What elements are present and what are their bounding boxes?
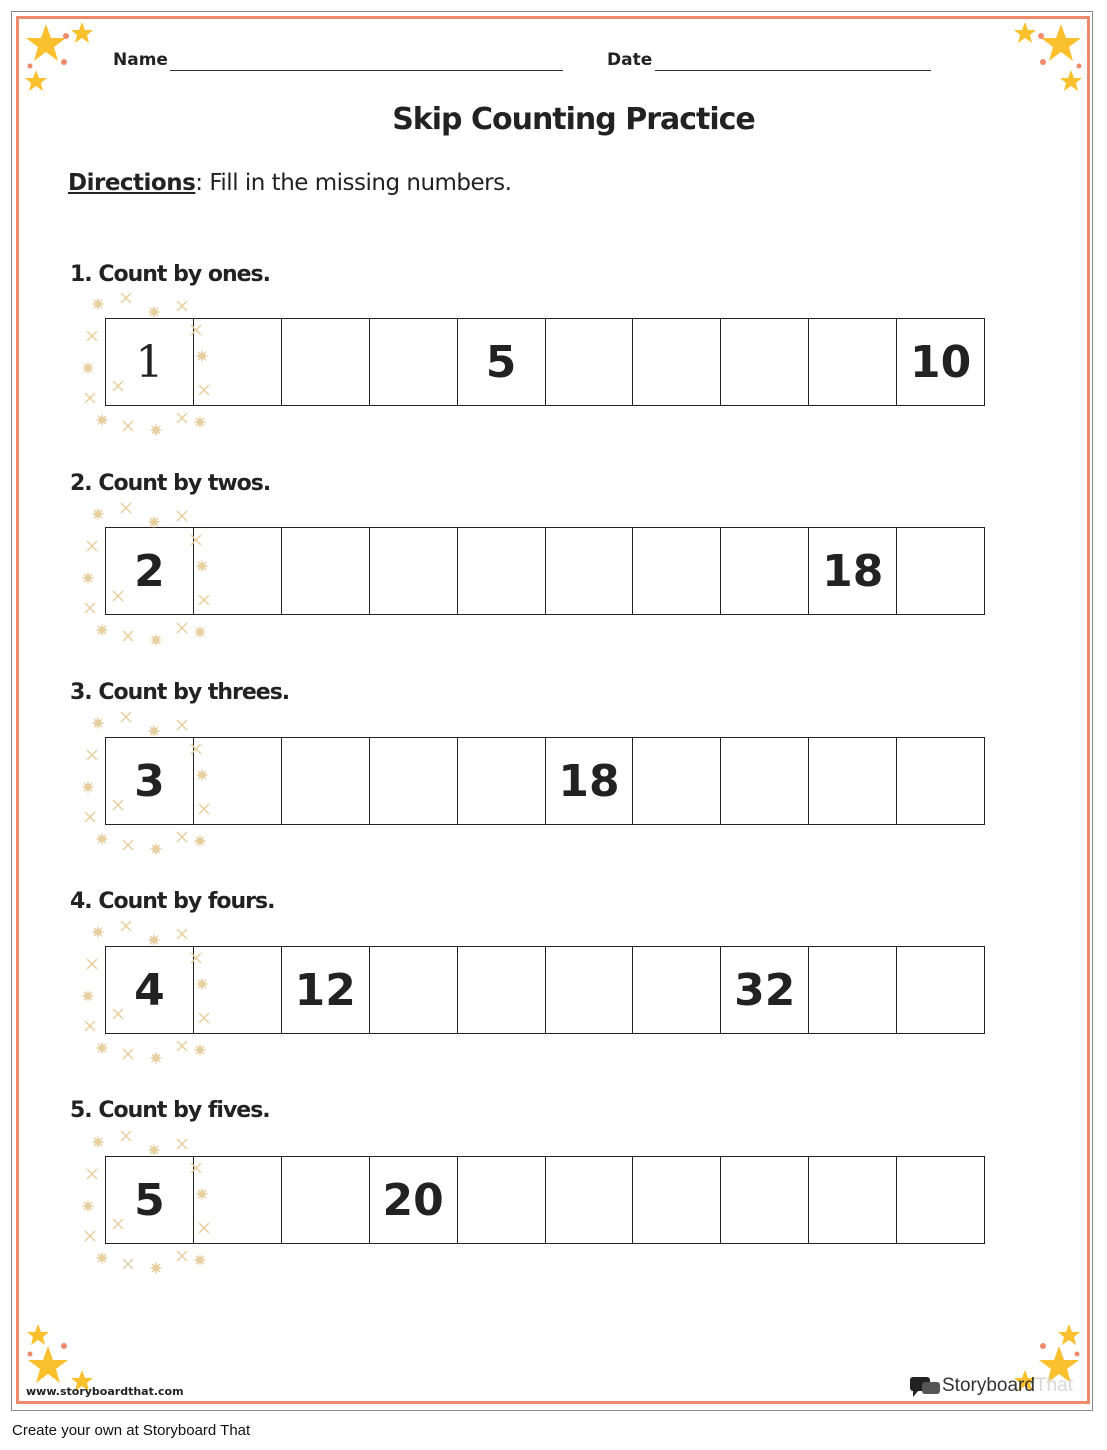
grid-cell: 32: [720, 947, 808, 1033]
answer-cell[interactable]: [457, 528, 545, 614]
answer-cell[interactable]: [281, 319, 369, 405]
name-label: Name: [113, 50, 168, 70]
directions-text: : Fill in the missing numbers.: [195, 170, 512, 196]
answer-cell[interactable]: [896, 1157, 984, 1243]
answer-cell[interactable]: [193, 319, 281, 405]
date-field[interactable]: [655, 70, 931, 71]
answer-cell[interactable]: [369, 319, 457, 405]
section-label: 2. Count by twos.: [70, 471, 271, 496]
grid-cell: 2: [134, 545, 165, 597]
directions-label: Directions: [68, 170, 196, 196]
answer-cell[interactable]: [632, 319, 720, 405]
answer-cell[interactable]: [457, 947, 545, 1033]
corner-stars-icon: [1007, 20, 1087, 100]
page-title: Skip Counting Practice: [392, 102, 755, 137]
answer-cell[interactable]: [545, 1157, 633, 1243]
brand-name-light: That: [1034, 1375, 1073, 1396]
answer-cell[interactable]: [369, 738, 457, 824]
number-grid: [105, 1156, 985, 1244]
name-field[interactable]: [170, 70, 563, 71]
section-label: 1. Count by ones.: [70, 262, 270, 287]
grid-cell: 20: [369, 1157, 457, 1243]
answer-cell[interactable]: [720, 1157, 808, 1243]
corner-stars-icon: [20, 20, 100, 100]
answer-cell[interactable]: [720, 319, 808, 405]
answer-cell[interactable]: [193, 528, 281, 614]
speech-bubble-icon: [908, 1374, 942, 1398]
answer-cell[interactable]: [545, 528, 633, 614]
answer-cell[interactable]: [193, 738, 281, 824]
answer-cell[interactable]: [281, 1157, 369, 1243]
answer-cell[interactable]: [808, 738, 896, 824]
section-label: 3. Count by threes.: [70, 680, 290, 705]
storyboardthat-logo[interactable]: [908, 1374, 1073, 1398]
grid-cell: 18: [545, 738, 633, 824]
number-grid: [105, 318, 985, 406]
grid-cell: 12: [281, 947, 369, 1033]
number-grid: [105, 527, 985, 615]
footer-url[interactable]: www.storyboardthat.com: [26, 1385, 184, 1398]
answer-cell[interactable]: [632, 528, 720, 614]
answer-cell[interactable]: [896, 738, 984, 824]
answer-cell[interactable]: [545, 947, 633, 1033]
create-your-own-link[interactable]: Create your own at Storyboard That: [12, 1422, 251, 1439]
grid-cell: 18: [808, 528, 896, 614]
answer-cell[interactable]: [808, 947, 896, 1033]
answer-cell[interactable]: [896, 528, 984, 614]
answer-cell[interactable]: [457, 738, 545, 824]
answer-cell[interactable]: [369, 947, 457, 1033]
section-label: 4. Count by fours.: [70, 889, 275, 914]
date-label: Date: [607, 50, 653, 70]
number-grid: [105, 946, 985, 1034]
section-label: 5. Count by fives.: [70, 1098, 270, 1123]
answer-cell[interactable]: [281, 528, 369, 614]
answer-cell[interactable]: [193, 1157, 281, 1243]
grid-cell: 10: [896, 319, 984, 405]
answer-cell[interactable]: [281, 738, 369, 824]
grid-cell: 5: [134, 1174, 165, 1226]
grid-cell: 1: [135, 336, 164, 388]
answer-cell[interactable]: [632, 1157, 720, 1243]
directions: [68, 170, 511, 196]
grid-cell: 5: [457, 319, 545, 405]
answer-cell[interactable]: [808, 319, 896, 405]
answer-cell[interactable]: [193, 947, 281, 1033]
answer-cell[interactable]: [457, 1157, 545, 1243]
answer-cell[interactable]: [808, 1157, 896, 1243]
answer-cell[interactable]: [369, 528, 457, 614]
answer-cell[interactable]: [632, 738, 720, 824]
answer-cell[interactable]: [545, 319, 633, 405]
answer-cell[interactable]: [720, 528, 808, 614]
answer-cell[interactable]: [632, 947, 720, 1033]
answer-cell[interactable]: [896, 947, 984, 1033]
answer-cell[interactable]: [720, 738, 808, 824]
number-grid: [105, 737, 985, 825]
brand-name: Storyboard: [942, 1375, 1035, 1396]
grid-cell: 3: [134, 755, 165, 807]
grid-cell: 4: [134, 964, 165, 1016]
